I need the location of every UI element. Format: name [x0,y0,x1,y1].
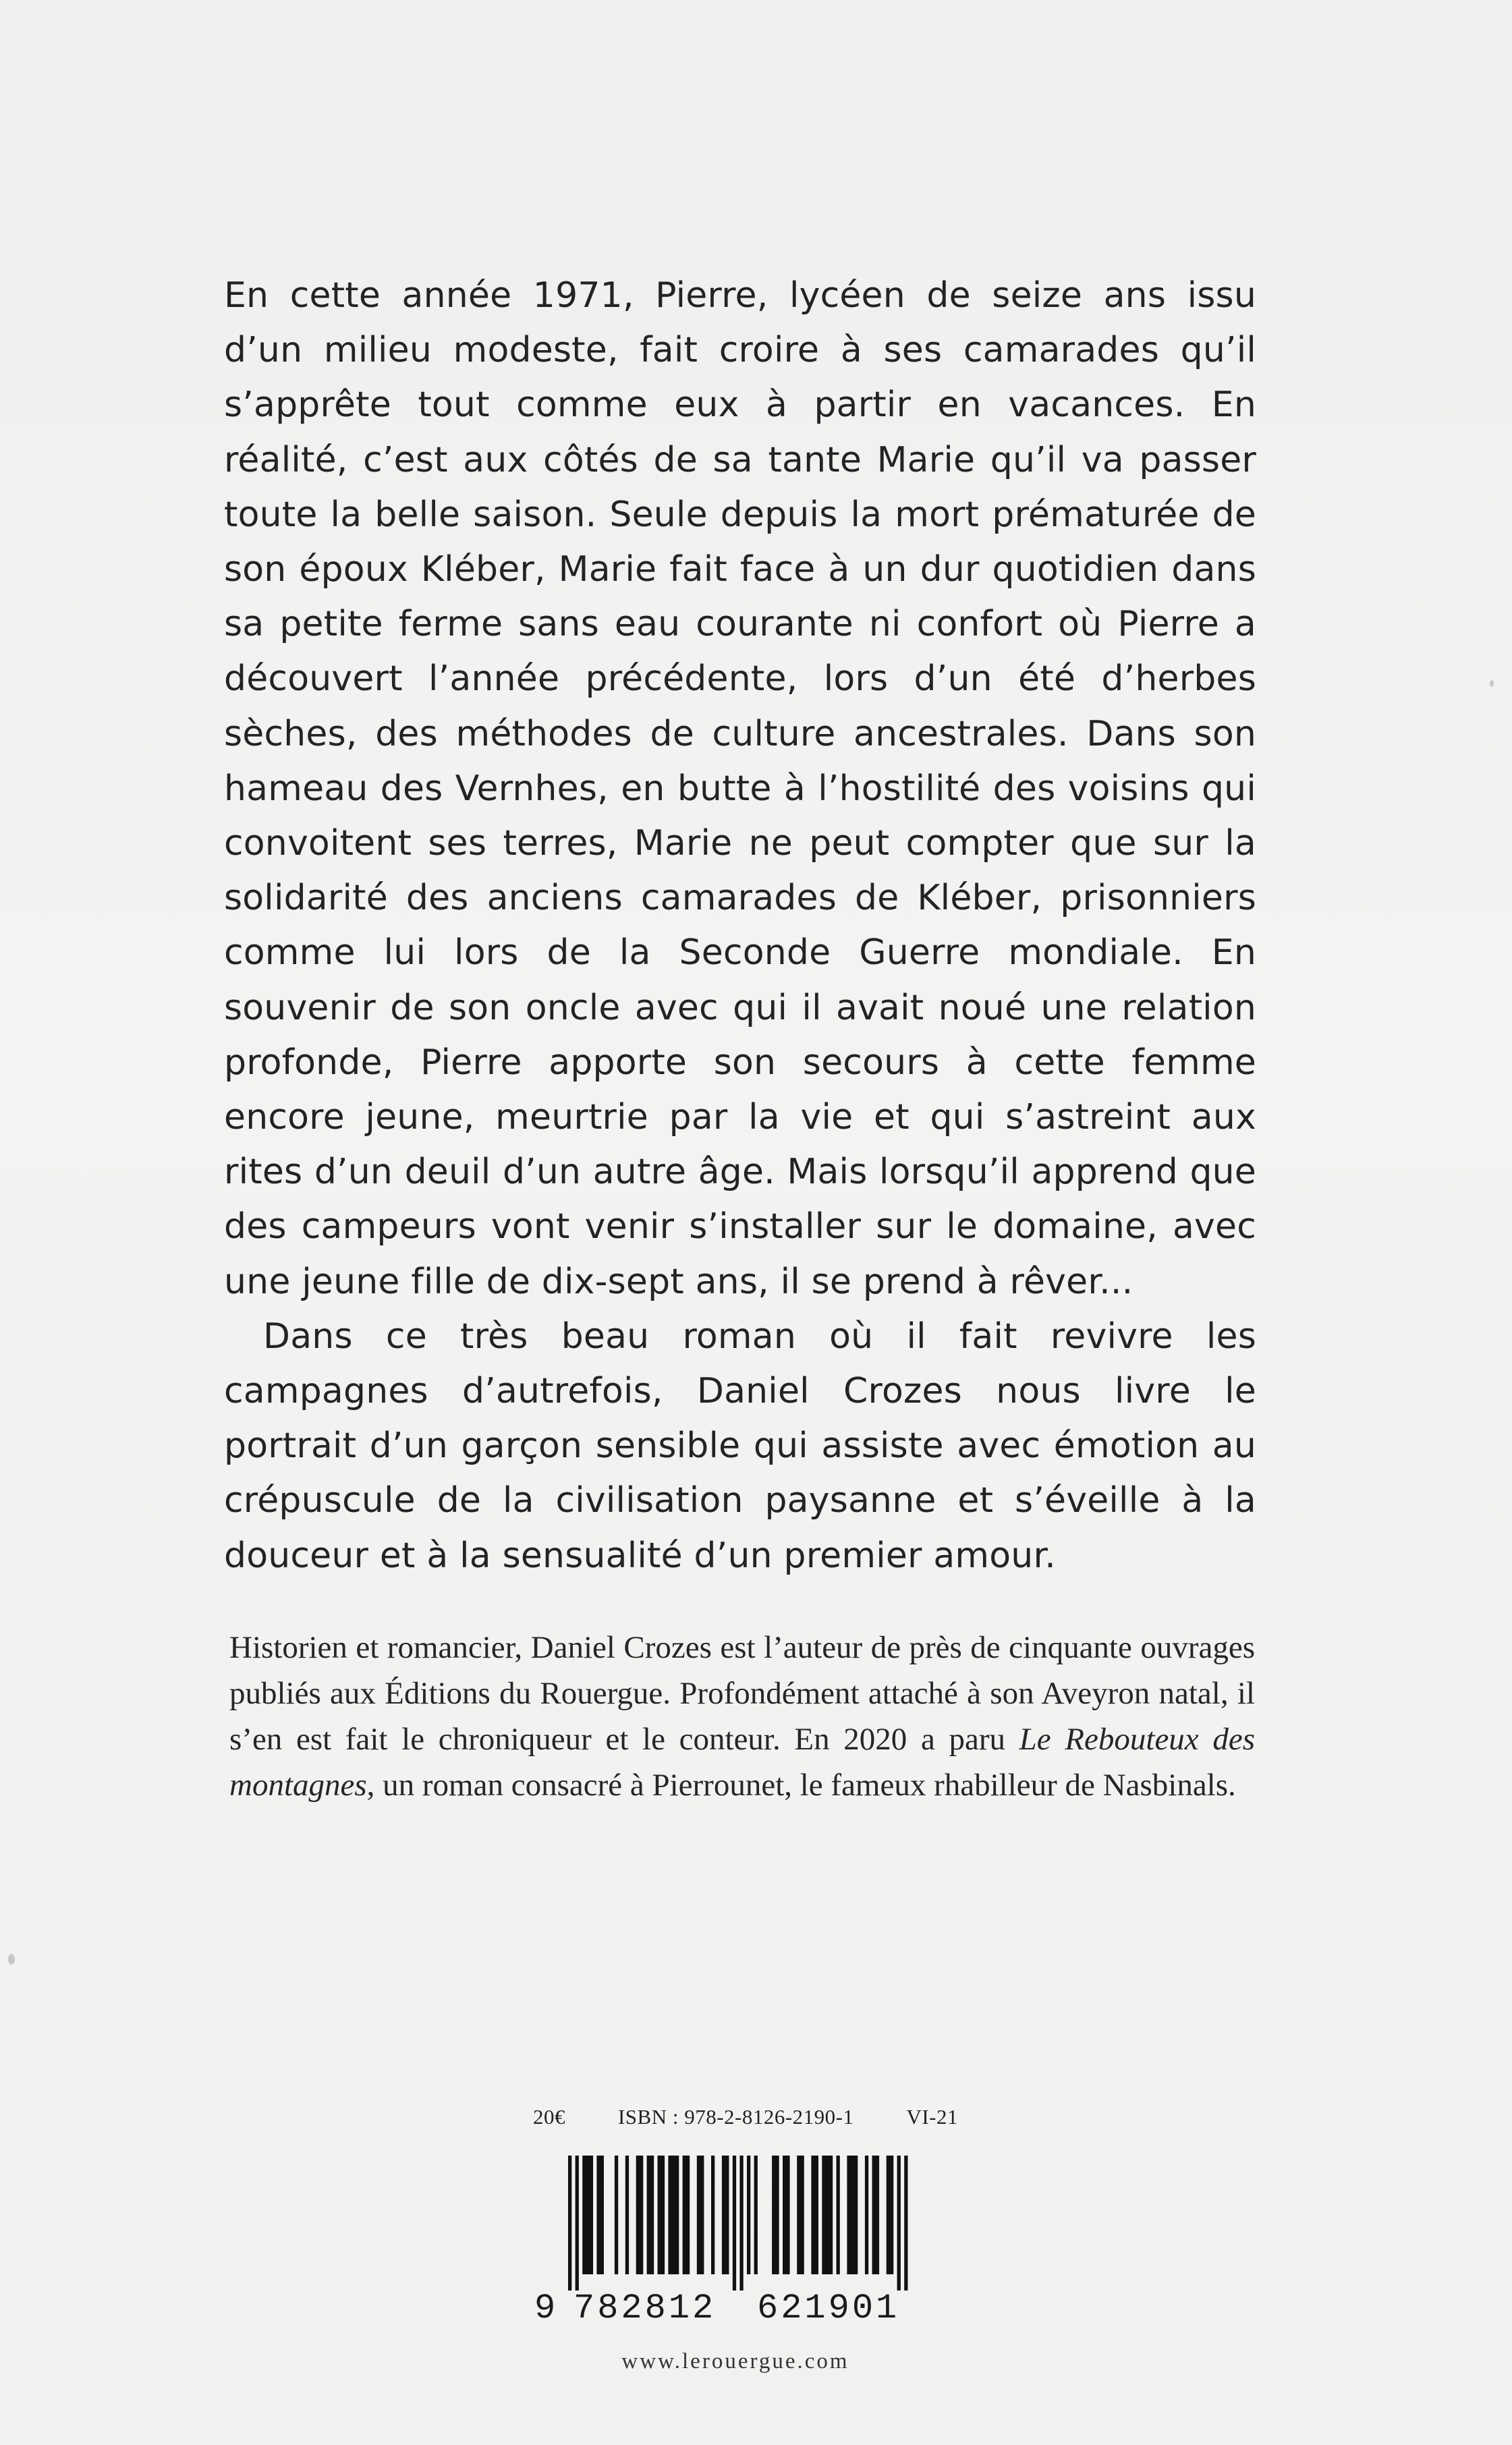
barcode-bar [822,2156,833,2274]
barcode-number [534,2288,939,2329]
barcode-guard-bar [568,2156,571,2291]
barcode-bar [582,2156,593,2274]
barcode-bar [615,2156,618,2274]
barcode-bar [887,2156,894,2274]
barcode-bar [872,2156,880,2274]
synopsis-paragraph-2: Dans ce très beau roman où il fait revivre les campagnes d’autrefois, Daniel Crozes nous livre le portrait d’un garçon sensible qui assiste avec émotion au crépuscule de la civilisation paysanne et s’éveille à la douceur et à la sensualité d’un premier amour. [224,1316,1256,1576]
barcode-right-group: 621901 [757,2288,900,2328]
publisher-website: www.lerouergue.com [621,2349,849,2373]
author-bio-paragraph [229,1625,1255,1808]
barcode-bar [596,2156,604,2274]
paper-speck [8,1954,15,1965]
barcode-guard-bar [897,2156,901,2291]
price-isbn-line [533,2105,958,2129]
barcode-bar [754,2156,758,2274]
barcode-bar [625,2156,629,2274]
barcode-bar [797,2156,804,2274]
barcode-bar [865,2156,868,2274]
barcode [533,2156,938,2291]
barcode-bar [837,2156,840,2274]
synopsis [224,269,1256,1583]
barcode-bar [636,2156,644,2274]
barcode-bar [711,2156,715,2274]
barcode-bar [647,2156,654,2274]
barcode-bar [772,2156,779,2274]
paper-speck [1490,680,1494,687]
barcode-left-group: 782812 [573,2288,717,2328]
barcode-bar [811,2156,818,2274]
author-bio-text-before: Historien et romancier, Daniel Crozes est l’auteur de près de cinquante ouvrages publiés aux Éditions du Rouergue. Profondément attaché à son Aveyron natal, il s’en est fait le chroniqueur et le conteur. En 2020 a paru [229,1630,1255,1757]
isbn: ISBN : 978-2-8126-2190-1 [617,2105,854,2129]
barcode-guard-bar [739,2156,743,2291]
barcode-bar [658,2156,665,2274]
author-bio [229,1625,1255,1808]
book-title-italic: Le Rebouteux des montagnes [229,1722,1255,1803]
price: 20€ [533,2105,565,2129]
barcode-bar [747,2156,750,2274]
author-bio-text-after: , un roman consacré à Pierrounet, le fameux rhabilleur de Nasbinals. [366,1768,1236,1803]
barcode-graphic [533,2156,938,2291]
edition-code: VI-21 [906,2105,958,2129]
barcode-bar [722,2156,729,2274]
barcode-bar [783,2156,790,2274]
synopsis-paragraph-1: En cette année 1971, Pierre, lycéen de seize ans issu d’un milieu modeste, fait croire à ses camarades qu’il s’apprête tout comme eux à partir en vacances. En réalité, c’est aux côtés de sa tante Marie qu’il va passer toute la belle saison. Seule depuis la mort prématurée de son époux Kléber, Marie fait face à un dur quotidien dans sa petite ferme sans eau courante ni confort où Pierre a découvert l’année précédente, lors d’un été d’herbes sèches, des méthodes de culture ancestrales. Dans son hameau des Vernhes, en butte à l’hostilité des voisins qui convoitent ses terres, Marie ne peut compter que sur la solidarité des anciens camarades de Kléber, prisonniers comme lui lors de la Seconde Guerre mondiale. En souvenir de son oncle avec qui il avait noué une relation profonde, Pierre apporte son secours à cette femme encore jeune, meurtrie par la vie et qui s’astreint aux rites d’un deuil d’un autre âge. Mais lorsqu’il apprend que des campeurs vont venir s’installer sur le domaine, avec une jeune fille de dix-sept ans, il se prend à rêver... [224,275,1256,1302]
barcode-guard-bar [904,2156,907,2291]
barcode-guard-bar [733,2156,736,2291]
barcode-first-digit: 9 [534,2288,556,2328]
barcode-bar [683,2156,690,2274]
barcode-bar [697,2156,704,2274]
barcode-bar [668,2156,679,2274]
barcode-bar [847,2156,858,2274]
barcode-guard-bar [576,2156,579,2291]
